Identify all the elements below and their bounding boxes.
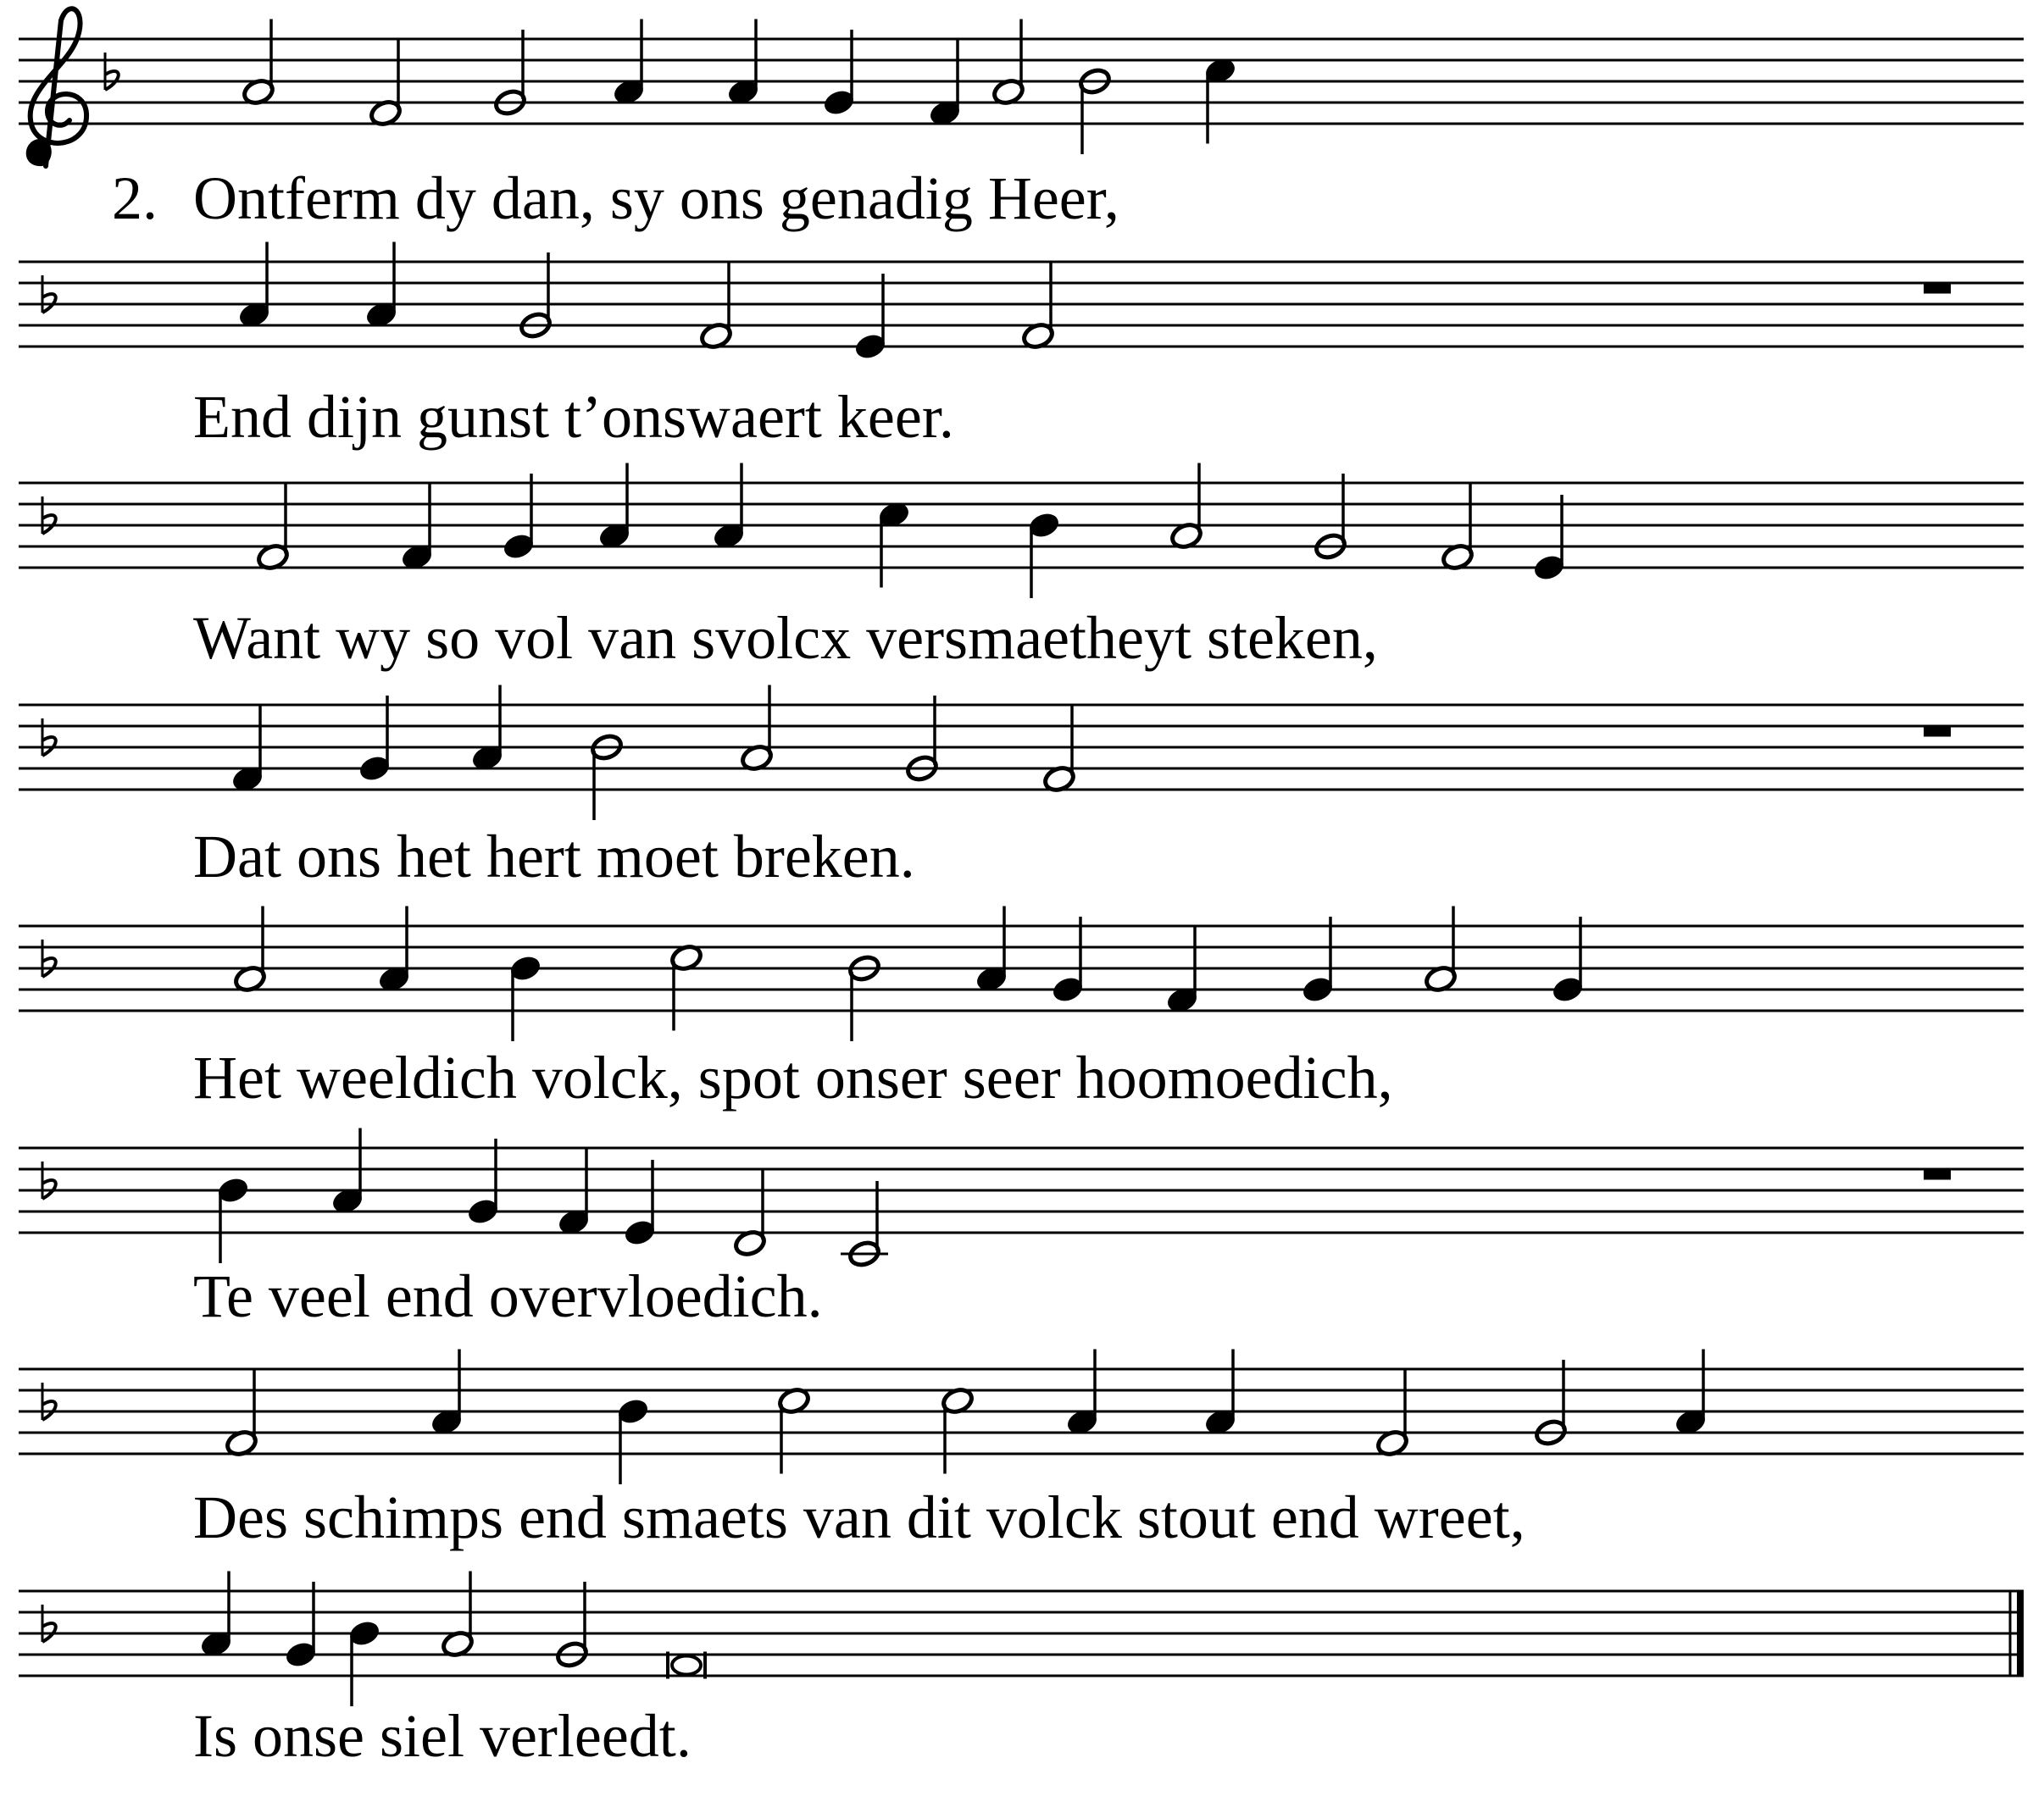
key-signature-flat-icon — [42, 940, 56, 977]
note — [231, 707, 265, 794]
note — [369, 41, 403, 128]
note — [400, 485, 435, 572]
note — [590, 733, 625, 820]
note — [233, 907, 268, 994]
note — [1674, 1350, 1708, 1437]
note — [330, 1128, 365, 1216]
key-signature-flat-icon — [105, 53, 119, 90]
lyric-line-2: End dijn gunst t’onswaert keer. — [193, 383, 954, 451]
half-rest-icon — [1924, 1169, 1951, 1180]
note — [347, 1619, 382, 1706]
staff-system-7 — [19, 1350, 2024, 1485]
lyric-line-1: Ontferm dy dan, sy ons genadig Heer, — [193, 164, 1119, 232]
staff-system-2 — [19, 242, 2024, 362]
note — [493, 30, 528, 117]
key-signature-flat-icon — [42, 496, 56, 534]
key-signature-flat-icon — [42, 1605, 56, 1642]
lyric-line-6: Te veel end overvloedich. — [193, 1262, 823, 1330]
note — [364, 242, 399, 330]
note — [1165, 928, 1200, 1015]
staff-system-4 — [19, 685, 2024, 821]
staff-system-1 — [19, 8, 2024, 166]
note — [1532, 495, 1567, 582]
verse-number: 2. — [112, 164, 158, 232]
key-signature-flat-icon — [42, 1162, 56, 1199]
note-head — [672, 1656, 701, 1675]
note — [822, 30, 857, 117]
note — [1065, 1350, 1100, 1437]
staff-system-8 — [19, 1572, 2024, 1707]
note — [740, 685, 775, 773]
note — [1051, 917, 1086, 1004]
note — [612, 19, 647, 107]
note — [430, 1350, 464, 1437]
note — [502, 474, 536, 561]
note — [256, 485, 291, 572]
lyric-line-8: Is onse siel verleedt. — [193, 1702, 692, 1770]
note — [1203, 1350, 1238, 1437]
lyric-line-7: Des schimps end smaets van dit volck stout end wreet, — [193, 1483, 1525, 1551]
note — [216, 1176, 251, 1263]
key-signature-flat-icon — [42, 275, 56, 313]
note — [712, 463, 747, 551]
note — [555, 1582, 590, 1669]
note — [508, 954, 543, 1041]
note — [1027, 511, 1062, 598]
note — [441, 1572, 475, 1659]
note — [699, 263, 734, 351]
note — [225, 1371, 259, 1458]
note — [1314, 474, 1348, 561]
note — [470, 685, 505, 773]
note — [1551, 917, 1586, 1004]
note — [726, 19, 761, 107]
note — [975, 907, 1009, 994]
note — [1301, 917, 1336, 1004]
key-signature-flat-icon — [42, 718, 56, 756]
note — [519, 252, 553, 340]
final-barline-thick — [2017, 1591, 2024, 1676]
treble-clef-icon — [26, 8, 86, 166]
note — [623, 1160, 658, 1247]
note — [597, 463, 632, 551]
note — [991, 19, 1026, 107]
lyric-line-3: Want wy so vol van svolcx versmaetheyt steken, — [193, 604, 1378, 672]
note — [847, 954, 882, 1041]
half-rest-icon — [1924, 726, 1951, 737]
note — [1375, 1371, 1410, 1458]
note — [928, 41, 963, 128]
note — [1169, 463, 1204, 551]
note — [466, 1139, 501, 1226]
note — [1424, 907, 1458, 994]
note — [199, 1572, 234, 1659]
note — [905, 696, 940, 783]
note — [669, 943, 704, 1030]
note — [1534, 1360, 1569, 1447]
note — [377, 907, 412, 994]
note — [1078, 67, 1113, 154]
note — [841, 1181, 888, 1268]
lyric-line-5: Het weeldich volck, spot onser seer hoomoedich, — [193, 1044, 1393, 1112]
note — [557, 1150, 592, 1237]
note — [1441, 485, 1475, 572]
note — [242, 19, 276, 107]
note — [1203, 56, 1238, 143]
half-rest-icon — [1924, 283, 1951, 294]
staff-system-3 — [19, 463, 2024, 599]
note — [941, 1386, 975, 1473]
key-signature-flat-icon — [42, 1383, 56, 1420]
staff-system-6 — [19, 1128, 2024, 1269]
note — [284, 1582, 319, 1669]
note — [877, 500, 912, 587]
note — [777, 1386, 812, 1473]
note — [1021, 263, 1056, 351]
note — [853, 274, 888, 361]
note — [733, 1171, 768, 1258]
lyric-line-4: Dat ons het hert moet breken. — [193, 823, 915, 890]
staff-system-5 — [19, 907, 2024, 1042]
note — [616, 1397, 651, 1484]
note — [237, 242, 272, 330]
note — [358, 696, 392, 783]
note — [1042, 707, 1077, 794]
